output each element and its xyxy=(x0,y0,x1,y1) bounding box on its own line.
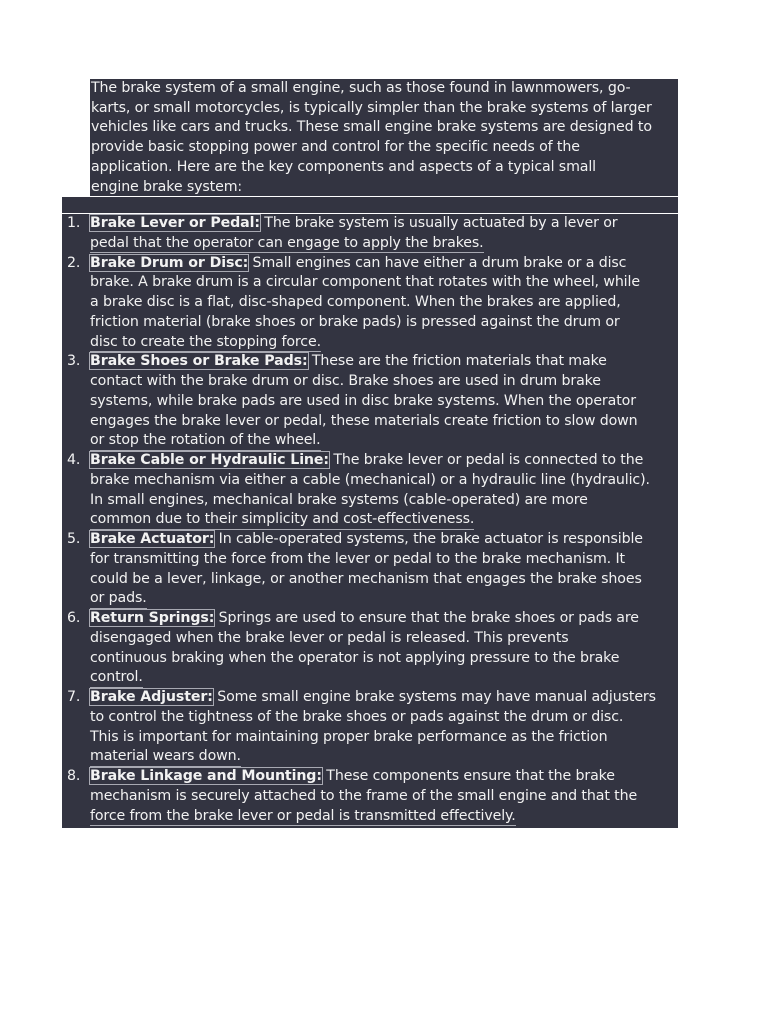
list-item-description-line: force from the brake lever or pedal is transmitted effectively. xyxy=(90,807,516,827)
list-item-first-line xyxy=(90,254,678,274)
list-item-description-line: disengaged when the brake lever or pedal is released. This prevents xyxy=(90,629,569,646)
list-item-description-start: The brake lever or pedal is connected to the xyxy=(328,452,644,468)
list-item-number: 3. xyxy=(67,353,81,370)
list-item-term: Return Springs: xyxy=(90,610,215,626)
list-item-number: 5. xyxy=(67,531,81,547)
list-item-term: Brake Actuator: xyxy=(90,531,215,547)
list-item xyxy=(62,352,678,451)
brake-component-list xyxy=(62,214,678,826)
list-item-first-line xyxy=(90,214,678,234)
list-item-line-wrap xyxy=(90,550,678,570)
list-item-number: 4. xyxy=(67,452,81,468)
list-item-description-line: continuous braking when the operator is not applying pressure to the brake xyxy=(90,649,620,666)
list-item-description-line: or pads. xyxy=(90,589,147,609)
list-item-description-line: brake. A brake drum is a circular component that rotates with the wheel, while xyxy=(90,274,640,291)
list-item-line-wrap xyxy=(90,728,678,748)
list-item-line-wrap xyxy=(90,510,678,530)
list-item-line-wrap xyxy=(90,629,678,649)
list-item-first-line xyxy=(90,688,678,708)
component-list-block xyxy=(62,214,678,828)
list-item-term: Brake Linkage and Mounting: xyxy=(90,768,322,784)
list-item-description-line: brake mechanism via either a cable (mechanical) or a hydraulic line (hydraulic). xyxy=(90,471,650,488)
list-item xyxy=(62,214,678,254)
list-item-line-wrap xyxy=(90,570,678,590)
list-item-line-wrap xyxy=(90,668,678,688)
list-item xyxy=(62,451,678,530)
list-item-line-wrap xyxy=(90,313,678,333)
intro-line: engine brake system: xyxy=(91,178,243,195)
list-item-description-line: to control the tightness of the brake shoes or pads against the drum or disc. xyxy=(90,708,624,725)
list-item-description-start: Small engines can have either a drum brake or a disc xyxy=(248,254,627,271)
list-item-line-wrap xyxy=(90,491,678,511)
list-item-description-line: for transmitting the force from the lever or pedal to the brake mechanism. It xyxy=(90,550,625,567)
list-item-line-wrap xyxy=(90,372,678,392)
list-item-description-line: engages the brake lever or pedal, these materials create friction to slow down xyxy=(90,412,638,429)
list-item-description-line: In small engines, mechanical brake systems (cable-operated) are more xyxy=(90,491,588,508)
list-item-line-wrap xyxy=(90,807,678,827)
list-item-line-wrap xyxy=(90,392,678,412)
list-item xyxy=(62,609,678,688)
intro-line: vehicles like cars and trucks. These small engine brake systems are designed to xyxy=(91,119,652,136)
list-item-description-start: Some small engine brake systems may have manual adjusters xyxy=(212,689,656,705)
list-item-line-wrap xyxy=(90,412,678,432)
list-item-line-wrap xyxy=(90,787,678,807)
list-item xyxy=(62,530,678,609)
list-item-term: Brake Drum or Disc: xyxy=(90,254,249,271)
list-item-description-line: common due to their simplicity and cost-effectiveness. xyxy=(90,510,474,530)
list-item-description-line: could be a lever, linkage, or another mechanism that engages the brake shoes xyxy=(90,570,642,587)
list-item-line-wrap xyxy=(90,747,678,767)
list-item xyxy=(62,254,678,353)
list-item-line-wrap xyxy=(90,649,678,669)
list-item-first-line xyxy=(90,767,678,787)
list-item-description-start: In cable-operated systems, the brake actuator is responsible xyxy=(214,531,643,547)
list-item-first-line xyxy=(90,451,678,471)
list-item-description-line: This is important for maintaining proper brake performance as the friction xyxy=(90,728,608,745)
list-item-first-line xyxy=(90,530,678,550)
list-item-line-wrap xyxy=(90,273,678,293)
list-item-line-wrap xyxy=(90,293,678,313)
list-item-first-line xyxy=(90,609,678,629)
list-item-description-line: contact with the brake drum or disc. Brake shoes are used in drum brake xyxy=(90,373,601,389)
list-item-description-line: or stop the rotation of the wheel. xyxy=(90,431,321,451)
list-item-term: Brake Shoes or Brake Pads: xyxy=(90,353,308,370)
list-item-first-line xyxy=(90,352,678,372)
list-item-line-wrap xyxy=(90,708,678,728)
list-item-number: 6. xyxy=(67,610,81,626)
list-item-line-wrap xyxy=(90,333,678,353)
list-item-line-wrap xyxy=(90,471,678,491)
list-item xyxy=(62,688,678,767)
list-item-description-line: mechanism is securely attached to the frame of the small engine and that the xyxy=(90,787,638,804)
intro-line: provide basic stopping power and control for the specific needs of the xyxy=(91,139,580,156)
list-item-term: Brake Cable or Hydraulic Line: xyxy=(90,452,329,468)
list-item-description-line: control. xyxy=(90,668,143,688)
highlight-gap-bar xyxy=(62,197,678,213)
intro-line: The brake system of a small engine, such as those found in lawnmowers, go- xyxy=(91,80,631,96)
list-item-description-start: The brake system is usually actuated by a lever or xyxy=(259,215,618,231)
list-item xyxy=(62,767,678,826)
list-item-number: 8. xyxy=(67,768,81,784)
list-item-description-start: These components ensure that the brake xyxy=(321,768,615,784)
list-item-description-line: pedal that the operator can engage to apply the brakes. xyxy=(90,234,484,254)
list-item-line-wrap xyxy=(90,431,678,451)
list-item-description-line: a brake disc is a flat, disc-shaped component. When the brakes are applied, xyxy=(90,294,621,310)
intro-line: application. Here are the key components and aspects of a typical small xyxy=(91,158,596,175)
list-item-description-line: disc to create the stopping force. xyxy=(90,333,321,353)
intro-paragraph xyxy=(90,79,678,196)
list-item-line-wrap xyxy=(90,234,678,254)
intro-line: karts, or small motorcycles, is typically simpler than the brake systems of larger xyxy=(91,99,652,116)
list-item-description-start: These are the friction materials that make xyxy=(307,353,607,370)
list-item-line-wrap xyxy=(90,589,678,609)
list-item-number: 2. xyxy=(67,254,81,271)
list-item-description-line: material wears down. xyxy=(90,747,241,767)
list-item-description-start: Springs are used to ensure that the brake shoes or pads are xyxy=(214,610,639,626)
list-item-description-line: systems, while brake pads are used in disc brake systems. When the operator xyxy=(90,392,636,409)
list-item-number: 1. xyxy=(67,215,81,231)
list-item-term: Brake Adjuster: xyxy=(90,689,213,705)
list-item-term: Brake Lever or Pedal: xyxy=(90,215,260,231)
list-item-number: 7. xyxy=(67,689,81,705)
list-item-description-line: friction material (brake shoes or brake pads) is pressed against the drum or xyxy=(90,313,620,330)
